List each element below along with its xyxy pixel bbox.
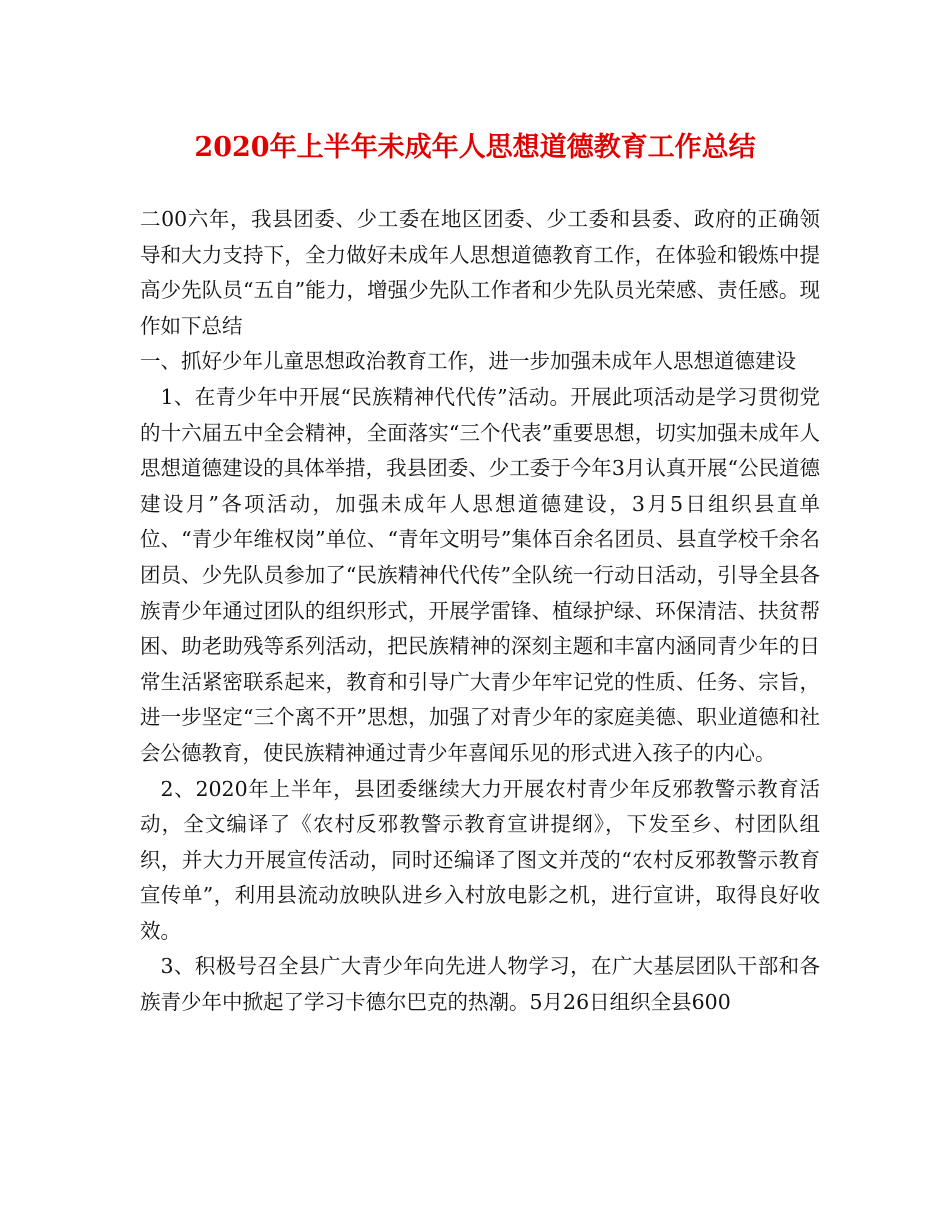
section-heading-1: 一、抓好少年儿童思想政治教育工作，进一步加强未成年人思想道德建设	[140, 349, 796, 374]
document-body	[140, 202, 820, 1021]
intro-paragraph: 二00六年，我县团委、少工委在地区团委、少工委和县委、政府的正确领导和大力支持下，全力做好未成年人思想道德教育工作，在体验和锻炼中提高少先队员“五自”能力，增强少先队工作者和少先队员光荣感、责任感。现作如下总结	[140, 207, 820, 338]
body-paragraph-1: 1、在青少年中开展“民族精神代代传”活动。开展此项活动是学习贯彻党的十六届五中全会精神，全面落实“三个代表”重要思想，切实加强未成年人思想道德建设的具体举措，我县团委、少工委于今年3月认真开展“公民道德建设月”各项活动，加强未成年人思想道德建设，3月5日组织县直单位、“青少年维权岗”单位、“青年文明号”集体百余名团员、县直学校千余名团员、少先队员参加了“民族精神代代传”全队统一行动日活动，引导全县各族青少年通过团队的组织形式，开展学雷锋、植绿护绿、环保清洁、扶贫帮困、助老助残等系列活动，把民族精神的深刻主题和丰富内涵同青少年的日常生活紧密联系起来，教育和引导广大青少年牢记党的性质、任务、宗旨，进一步坚定“三个离不开”思想，加强了对青少年的家庭美德、职业道德和社会公德教育，使民族精神通过青少年喜闻乐见的形式进入孩子的内心。	[140, 384, 820, 765]
document-title: 2020年上半年未成年人思想道德教育工作总结	[194, 132, 756, 163]
body-paragraph-3: 3、积极号召全县广大青少年向先进人物学习，在广大基层团队干部和各族青少年中掀起了学习卡德尔巴克的热潮。5月26日组织全县600	[140, 954, 820, 1015]
body-paragraph-2: 2、2020年上半年，县团委继续大力开展农村青少年反邪教警示教育活动，全文编译了《农村反邪教警示教育宣讲提纲》，下发至乡、村团队组织，并大力开展宣传活动，同时还编译了图文并茂的“农村反邪教警示教育宣传单”，利用县流动放映队进乡入村放电影之机，进行宣讲，取得良好收效。	[140, 776, 820, 943]
